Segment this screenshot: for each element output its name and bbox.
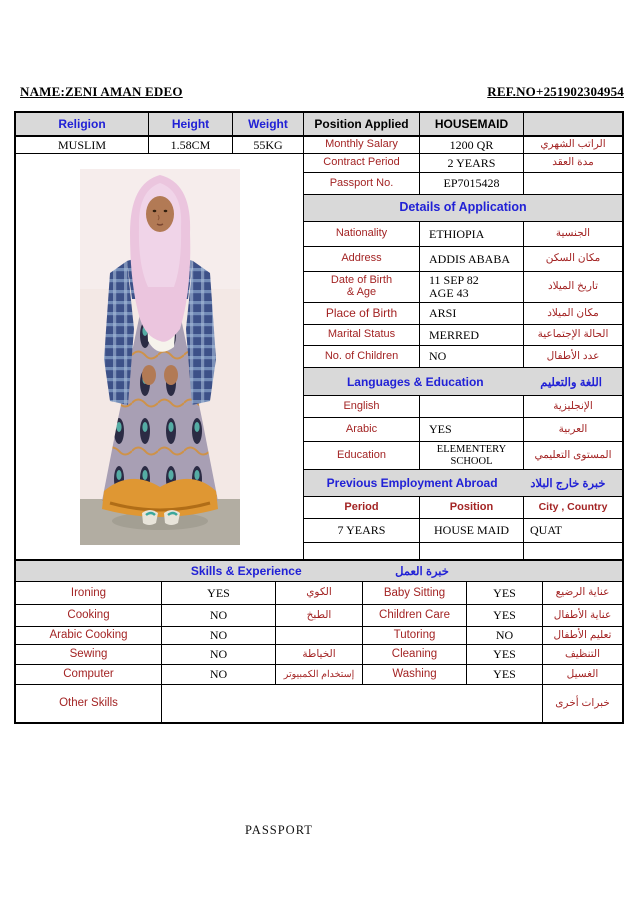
arabic-label: Arabic: [304, 418, 420, 441]
skill-arabic: [276, 627, 363, 644]
languages-header-title: Languages & Education: [346, 374, 484, 389]
height-value: 1.58CM: [149, 137, 233, 153]
other-skills-label: Other Skills: [16, 685, 162, 722]
languages-header-arabic: اللغة والتعليم: [540, 376, 602, 389]
arabic-value: YES: [420, 418, 524, 441]
previous-employment-arabic: خبرة خارج البلاد: [530, 478, 606, 490]
religion-header: Religion: [16, 113, 149, 135]
education-label: Education: [304, 442, 420, 469]
nationality-arabic: الجنسية: [555, 227, 591, 240]
nationality-value: ETHIOPIA: [420, 222, 524, 246]
contract-arabic: مدة العقد: [552, 156, 594, 169]
employment-position-value: HOUSE MAID: [420, 519, 524, 542]
previous-employment-title: Previous Employment Abroad: [326, 476, 498, 490]
position-applied-header: Position Applied: [304, 113, 420, 135]
previous-employment-header: [304, 470, 622, 497]
skill-label: Children Care: [363, 605, 467, 626]
english-value: [420, 396, 524, 417]
address-row: [304, 247, 622, 272]
other-skills-row: [16, 685, 622, 722]
salary-label: Monthly Salary: [304, 137, 420, 153]
nationality-label: Nationality: [304, 222, 420, 246]
salary-arabic: الراتب الشهري: [540, 138, 606, 151]
marital-arabic: الحالة الإجتماعية: [537, 328, 609, 341]
education-value: ELEMENTERY SCHOOL: [420, 442, 524, 469]
skills-header-title: Skills & Experience: [190, 564, 302, 578]
nationality-row: [304, 222, 622, 247]
skill-label: Washing: [363, 665, 467, 684]
skill-label: Computer: [16, 665, 162, 684]
skills-section-header: [16, 559, 622, 582]
skill-value: NO: [467, 627, 543, 644]
english-arabic: الإنجليزية: [553, 399, 593, 412]
pob-value: ARSI: [420, 303, 524, 324]
employment-values-row: [304, 519, 622, 543]
top-values-row: [16, 137, 622, 154]
skill-label: Baby Sitting: [363, 582, 467, 604]
salary-value: 1200 QR: [420, 137, 524, 153]
english-row: [304, 396, 622, 418]
address-arabic: مكان السكن: [545, 252, 601, 265]
position-value: HOUSEMAID: [420, 113, 524, 135]
children-row: [304, 346, 622, 368]
children-arabic: عدد الأطفال: [546, 349, 600, 362]
religion-value: MUSLIM: [16, 137, 149, 153]
education-arabic: المستوى التعليمي: [534, 448, 612, 461]
skill-arabic: إستخدام الكمبيوتر: [276, 665, 363, 684]
skills-row: [16, 605, 622, 627]
height-header: Height: [149, 113, 233, 135]
skill-arabic: التنظيف: [564, 647, 601, 660]
photo-cell: [16, 154, 304, 559]
address-value: ADDIS ABABA: [420, 247, 524, 271]
english-label: English: [304, 396, 420, 417]
applicant-name: NAME:ZENI AMAN EDEO: [20, 84, 183, 99]
languages-section-header: [304, 368, 622, 396]
skill-arabic: الغسيل: [566, 667, 599, 680]
contract-value: 2 YEARS: [420, 154, 524, 172]
passport-arabic: [524, 173, 622, 194]
skill-label: Arabic Cooking: [16, 627, 162, 644]
marital-value: MERRED: [420, 325, 524, 345]
skill-value: YES: [467, 645, 543, 664]
document-header: [20, 84, 624, 100]
skill-label: Sewing: [16, 645, 162, 664]
skill-value: YES: [467, 605, 543, 626]
header-empty-cell: [524, 113, 622, 135]
dob-row: [304, 272, 622, 303]
contract-row: [304, 154, 622, 173]
marital-label: Marital Status: [304, 325, 420, 345]
pob-label: Place of Birth: [304, 303, 420, 324]
cv-table: [14, 111, 624, 724]
arabic-arabic: العربية: [558, 422, 588, 435]
dob-value: 11 SEP 82 AGE 43: [420, 272, 524, 302]
top-header-row: [16, 113, 622, 137]
employment-empty-row: [304, 543, 622, 559]
weight-header: Weight: [233, 113, 304, 135]
skills-row: [16, 645, 622, 665]
passport-row: [304, 173, 622, 195]
passport-value: EP7015428: [420, 173, 524, 194]
employment-period-value: 7 YEARS: [304, 519, 420, 542]
skills-header-arabic: خبرة العمل: [395, 566, 449, 578]
dob-label: Date of Birth & Age: [304, 272, 420, 302]
applicant-photo: [80, 169, 240, 545]
skill-value: YES: [467, 582, 543, 604]
dob-arabic: تاريخ الميلاد: [547, 280, 599, 293]
position-header: Position: [420, 497, 524, 518]
address-label: Address: [304, 247, 420, 271]
skill-value: YES: [467, 665, 543, 684]
application-header-title: Details of Application: [399, 200, 527, 215]
marital-row: [304, 325, 622, 346]
passport-caption: PASSPORT: [245, 823, 313, 837]
arabic-row: [304, 418, 622, 442]
skill-value: NO: [162, 627, 276, 644]
other-skills-arabic: خبرات أخرى: [555, 696, 610, 709]
skill-value: NO: [162, 645, 276, 664]
skill-arabic: الكوي: [276, 582, 363, 604]
children-label: No. of Children: [304, 346, 420, 367]
other-skills-value: [162, 685, 543, 722]
skills-row: [16, 627, 622, 645]
skill-label: Cooking: [16, 605, 162, 626]
details-section: [16, 154, 622, 559]
skill-arabic: الطبخ: [276, 605, 363, 626]
skill-label: Tutoring: [363, 627, 467, 644]
skill-arabic: الخياطة: [276, 645, 363, 664]
skills-row: [16, 582, 622, 605]
skill-arabic: عناية الأطفال: [553, 608, 612, 621]
skill-arabic: تعليم الأطفال: [553, 628, 612, 641]
employment-columns-row: [304, 497, 622, 519]
details-stack: [304, 154, 622, 559]
passport-label: Passport No.: [304, 173, 420, 194]
skill-label: Cleaning: [363, 645, 467, 664]
reference-number: REF.NO+251902304954: [487, 84, 624, 99]
weight-value: 55KG: [233, 137, 304, 153]
skill-value: NO: [162, 665, 276, 684]
pob-arabic: مكان الميلاد: [547, 306, 599, 319]
contract-label: Contract Period: [304, 154, 420, 172]
city-country-header: City , Country: [538, 500, 608, 513]
education-row: [304, 442, 622, 470]
pob-row: [304, 303, 622, 325]
skill-arabic: عناية الرضيع: [555, 586, 610, 599]
application-section-header: [304, 195, 622, 222]
skills-row: [16, 665, 622, 685]
skill-value: YES: [162, 582, 276, 604]
period-header: Period: [304, 497, 420, 518]
skill-value: NO: [162, 605, 276, 626]
skill-label: Ironing: [16, 582, 162, 604]
children-value: NO: [420, 346, 524, 367]
employment-city-value: QUAT: [530, 523, 562, 538]
